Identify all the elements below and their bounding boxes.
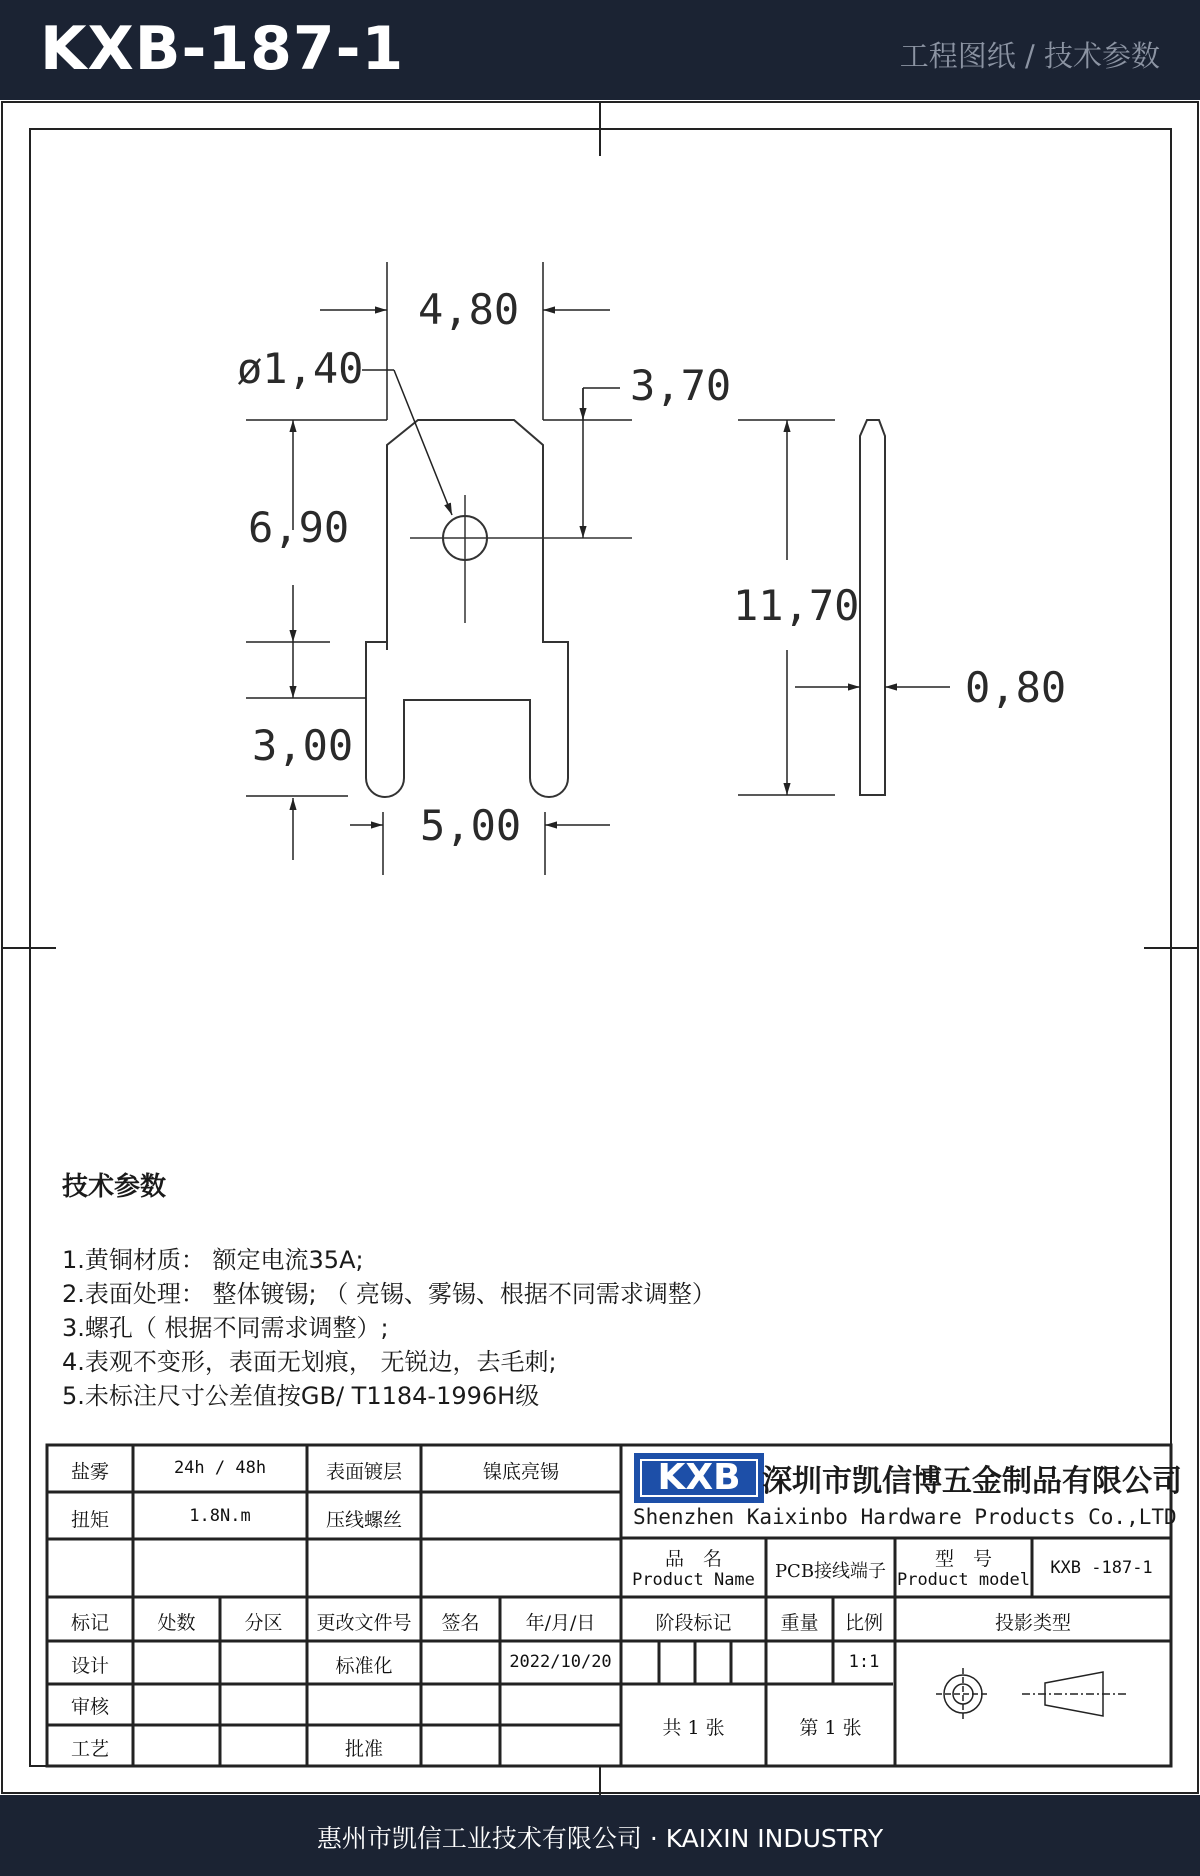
model-label-cn: 型 号: [934, 1548, 992, 1570]
company-name-en: Shenzhen Kaixinbo Hardware Products Co.,LTD: [633, 1505, 1177, 1529]
projection-symbol: [936, 1668, 1128, 1720]
product-name-value: PCB接线端子: [774, 1561, 887, 1582]
tech-param-item: 4.表观不变形，表面无划痕， 无锐边，去毛刺;: [62, 1348, 557, 1376]
design-date: 2022/10/20: [509, 1652, 612, 1672]
dim-head-height: 6,90: [248, 503, 350, 552]
tech-params-heading: 技术参数: [62, 1172, 167, 1202]
page-header: [0, 0, 1200, 100]
dim-fork-height: 3,00: [252, 721, 354, 770]
company-logo: KXB: [634, 1453, 764, 1503]
engineering-drawing: [0, 100, 1200, 1795]
projection-label: 投影类型: [994, 1612, 1071, 1634]
plating-value: 镍底亮锡: [482, 1461, 559, 1483]
dim-thickness: 0,80: [965, 663, 1067, 712]
terminal-front-view: [366, 420, 632, 797]
dim-hole-offset: 3,70: [630, 361, 732, 410]
dim-fork-width: 5,00: [420, 801, 522, 850]
rev-header-sign: 签名: [441, 1612, 480, 1634]
review-label: 审核: [70, 1696, 109, 1718]
sheet-number: 第 1 张: [799, 1717, 862, 1739]
rev-header-date: 年/月/日: [525, 1612, 596, 1634]
approve-label: 批准: [344, 1738, 383, 1760]
terminal-side-view: [860, 420, 885, 795]
dim-total-length: 11,70: [733, 581, 860, 630]
rev-header-mark: 标记: [70, 1612, 109, 1634]
dim-hole-diameter: ø1,40: [237, 344, 364, 393]
tech-param-item: 1.黄铜材质： 额定电流35A;: [62, 1246, 364, 1274]
stage-label: 阶段标记: [655, 1612, 732, 1634]
dim-width-top: 4,80: [418, 285, 520, 334]
torque-label: 扭矩: [70, 1509, 109, 1531]
model-label-en: Product model: [896, 1570, 1031, 1590]
crimp-label: 压线螺丝: [325, 1509, 402, 1531]
scale-label: 比例: [844, 1612, 883, 1634]
plating-label: 表面镀层: [325, 1461, 402, 1483]
rev-header-count: 处数: [157, 1612, 196, 1634]
weight-label: 重量: [780, 1612, 819, 1634]
sheet-frame: [2, 102, 1198, 1795]
scale-value: 1:1: [848, 1652, 880, 1672]
rev-header-zone: 分区: [244, 1612, 283, 1634]
standardize-label: 标准化: [335, 1655, 393, 1677]
product-name-label-en: Product Name: [632, 1570, 755, 1590]
tech-param-item: 2.表面处理： 整体镀锡; （ 亮锡、雾锡、根据不同需求调整）: [62, 1280, 716, 1308]
rev-header-doc: 更改文件号: [316, 1612, 412, 1634]
process-label: 工艺: [70, 1738, 109, 1760]
salt-label: 盐雾: [70, 1461, 109, 1483]
tech-param-item: 3.螺孔（ 根据不同需求调整）;: [62, 1314, 389, 1342]
total-sheets: 共 1 张: [662, 1717, 725, 1739]
design-label: 设计: [70, 1655, 109, 1677]
page-footer: [0, 1795, 1200, 1876]
tech-param-item: 5.未标注尺寸公差值按GB/ T1184-1996H级: [62, 1382, 540, 1410]
page-title: KXB-187-1: [40, 14, 405, 84]
tech-params: [62, 1166, 1142, 1413]
page-subtitle: 工程图纸 / 技术参数: [899, 39, 1160, 73]
torque-value: 1.8N.m: [189, 1506, 251, 1526]
footer-text: 惠州市凯信工业技术有限公司 · KAIXIN INDUSTRY: [316, 1824, 884, 1853]
salt-value: 24h / 48h: [173, 1458, 267, 1478]
model-value: KXB -187-1: [1050, 1558, 1153, 1578]
product-name-label-cn: 品 名: [664, 1548, 722, 1570]
company-name-cn: 深圳市凯信博五金制品有限公司: [762, 1464, 1182, 1499]
